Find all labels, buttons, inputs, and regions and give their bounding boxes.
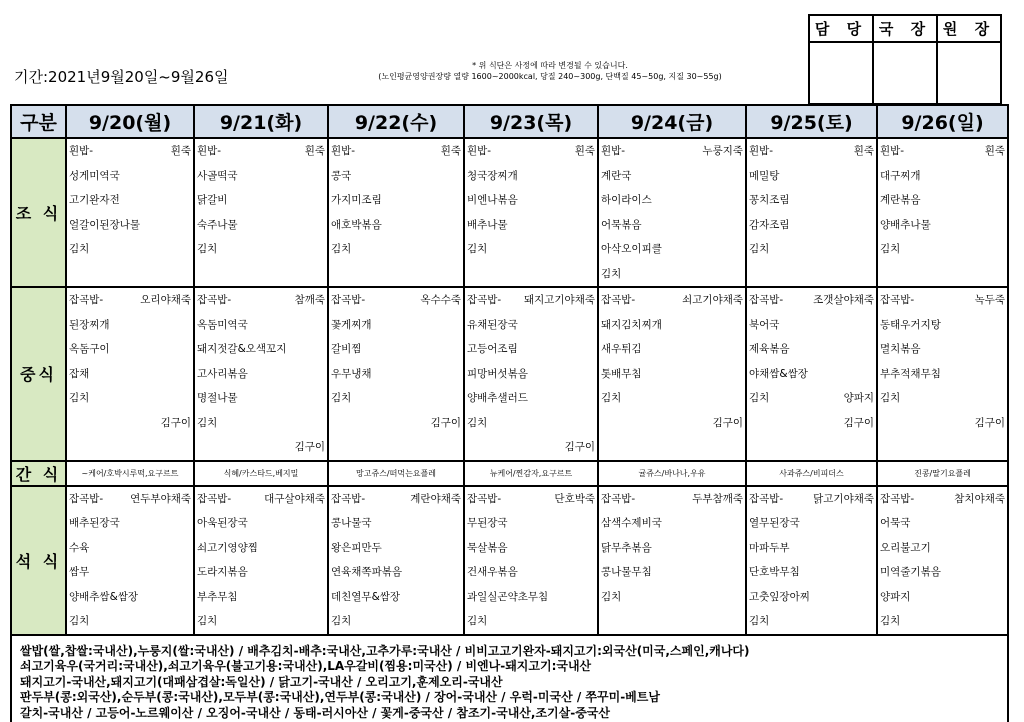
menu-item: 대구찌개: [880, 169, 921, 182]
snack-row: [11, 461, 1008, 486]
menu-item: 아욱된장국: [197, 517, 248, 529]
lunch-row: [11, 287, 1008, 461]
menu-cell: [598, 486, 746, 635]
menu-item: 새우튀김: [601, 343, 642, 355]
notice-line: * 위 식단은 사정에 따라 변경될 수 있습니다.: [472, 61, 628, 70]
rice-line: [749, 139, 874, 164]
menu-item: 양배추샐러드: [467, 392, 528, 404]
menu-cell: [877, 138, 1008, 287]
menu-cell: [598, 138, 746, 287]
rice-line: [467, 139, 595, 164]
menu-item: 김치: [69, 392, 90, 404]
menu-item: 김치: [880, 615, 901, 627]
menu-item: 명절나물: [197, 392, 238, 404]
menu-item: 피망버섯볶음: [467, 367, 528, 380]
porridge-text: 오리야채죽: [140, 294, 191, 306]
notice-line: (노인평균영양권장량 열량 1600~2000kcal, 당질 240~300g, 단백질 45~50g, 지질 30~55g): [378, 72, 722, 81]
menu-item: 아삭오이피클: [601, 243, 662, 255]
menu-item: 성게미역국: [69, 169, 120, 182]
snack-cell: ~케어/호박시루떡,요구르트: [66, 461, 194, 486]
rice-line: [69, 487, 191, 512]
menu-item: 김치: [880, 392, 901, 404]
menu-item: 김치: [749, 615, 770, 627]
porridge-text: 계란야채죽: [410, 492, 461, 505]
menu-cell: [328, 287, 464, 461]
porridge-text: 흰죽: [574, 145, 595, 157]
menu-cell: [328, 138, 464, 287]
signature-box: [937, 42, 1001, 104]
snack-cell: 뉴케어/찐감자,요구르트: [464, 461, 598, 486]
rice-line: [467, 487, 595, 512]
rice-text: 흰밥-: [197, 145, 222, 157]
extra-line: [331, 411, 461, 436]
porridge-text: 두부참깨죽: [692, 492, 743, 505]
menu-item: 닭무추볶음: [601, 541, 652, 554]
rice-line: [69, 139, 191, 164]
menu-cell: [66, 287, 194, 461]
rice-text: 잡곡밥-: [197, 294, 232, 306]
menu-item: 어묵국: [880, 517, 911, 529]
menu-item: 단호박무침: [749, 566, 800, 578]
origin-info: [11, 635, 1008, 722]
porridge-text: 닭고기야채죽: [813, 492, 874, 505]
menu-item: 고춧잎장아찌: [749, 590, 810, 603]
porridge-text: 흰죽: [304, 145, 325, 157]
menu-item: 쌈무: [69, 566, 90, 578]
snack-cell: 식혜/카스타드,베지밀: [194, 461, 328, 486]
menu-item: 김치: [69, 243, 90, 255]
menu-cell: [746, 486, 877, 635]
rice-text: 잡곡밥-: [749, 492, 784, 505]
menu-item: 김치: [880, 243, 901, 255]
menu-item: 콩나물무침: [601, 566, 652, 578]
menu-item: 김치: [749, 243, 770, 255]
day-header: 9/24(금): [598, 105, 746, 138]
menu-item: 김치: [467, 615, 488, 627]
corner-label: 구분: [11, 105, 66, 138]
extra-line: [601, 411, 743, 436]
menu-item: 멸치볶음: [880, 343, 921, 355]
rice-text: 흰밥-: [69, 145, 94, 157]
rice-text: 잡곡밥-: [69, 492, 104, 505]
rice-text: 잡곡밥-: [467, 294, 502, 306]
rice-text: 잡곡밥-: [601, 492, 636, 505]
porridge-text: 흰죽: [170, 145, 191, 157]
extra-line: [69, 411, 191, 436]
extra-item: 김구이: [430, 416, 461, 429]
menu-item: 마파두부: [749, 541, 790, 554]
menu-item: 숙주나물: [197, 218, 238, 231]
signature-box: [873, 42, 937, 104]
porridge-text: 흰죽: [440, 145, 461, 157]
day-header: 9/21(화): [194, 105, 328, 138]
snack-cell: 귤쥬스/바나나,우유: [598, 461, 746, 486]
rice-text: 흰밥-: [331, 145, 356, 157]
dinner-row: [11, 486, 1008, 635]
day-header: 9/25(토): [746, 105, 877, 138]
origin-line: 쌀밥(쌀,찹쌀:국내산),누룽지(쌀:국내산) / 배추김치-배추:국내산,고추가루:국내산 / 비비고고기완자-돼지고기:외국산(미국,스페인,캐나다): [20, 643, 750, 658]
menu-cell: [464, 138, 598, 287]
rice-line: [601, 139, 743, 164]
menu-item: 닭갈비: [197, 194, 228, 206]
porridge-text: 누룽지죽: [702, 145, 743, 157]
rice-line: [880, 487, 1005, 512]
rice-text: 잡곡밥-: [601, 294, 636, 306]
meal-label: 중식: [11, 287, 66, 461]
rice-line: [601, 288, 743, 313]
menu-item: 동태우거지탕: [880, 318, 941, 331]
menu-item: 건새우볶음: [467, 566, 518, 578]
menu-item: 김치: [331, 392, 352, 404]
menu-item: 하이라이스: [601, 194, 652, 206]
menu-item: 부추무침: [197, 590, 238, 603]
snack-cell: 진콩/딸기요플레: [877, 461, 1008, 486]
approval-header: 원 장: [937, 15, 1001, 42]
menu-cell: [328, 486, 464, 635]
menu-item: 갈비찜: [331, 343, 362, 355]
menu-item: 비엔나볶음: [467, 194, 518, 206]
menu-item: 제육볶음: [749, 343, 790, 355]
rice-line: [197, 487, 325, 512]
rice-text: 잡곡밥-: [331, 294, 366, 306]
menu-item: 돼지젓갈&오색꼬지: [197, 343, 287, 355]
menu-table: [10, 104, 1009, 722]
menu-cell: [464, 486, 598, 635]
breakfast-row: [11, 138, 1008, 287]
rice-line: [749, 487, 874, 512]
menu-item: 데친열무&쌈장: [331, 590, 401, 603]
rice-line: [467, 288, 595, 313]
menu-item: 애호박볶음: [331, 218, 382, 231]
approval-header: 국 장: [873, 15, 937, 42]
porridge-text: 대구살야채죽: [264, 492, 325, 505]
meal-label: 석 식: [11, 486, 66, 635]
extra-line: [197, 435, 325, 460]
menu-item: 무된장국: [467, 517, 508, 529]
porridge-text: 단호박죽: [554, 492, 595, 505]
menu-cell: [746, 287, 877, 461]
menu-item: 김치: [601, 590, 622, 603]
menu-item: 배추나물: [467, 218, 508, 231]
menu-item: 가지미조림: [331, 194, 382, 206]
extra-item: 김구이: [564, 441, 595, 453]
porridge-text: 참깨죽: [294, 294, 325, 306]
porridge-text: 연두부야채죽: [130, 492, 191, 505]
menu-item: 수육: [69, 541, 90, 554]
menu-item: 돼지김치찌개: [601, 318, 662, 331]
porridge-text: 쇠고기야채죽: [682, 294, 743, 306]
rice-text: 잡곡밥-: [467, 492, 502, 505]
meal-label: 간 식: [11, 461, 66, 486]
menu-item: 양배추나물: [880, 218, 931, 231]
rice-text: 흰밥-: [467, 145, 492, 157]
rice-text: 잡곡밥-: [880, 294, 915, 306]
menu-item: 김치: [601, 267, 622, 280]
menu-item: 도라지볶음: [197, 566, 248, 578]
menu-item: 부추적채무침: [880, 367, 941, 380]
extra-line: [880, 411, 1005, 436]
menu-item: 김치: [197, 243, 218, 255]
menu-item: 콩나물국: [331, 517, 372, 529]
menu-item: 김치: [467, 416, 488, 429]
menu-item: 김치: [331, 243, 352, 255]
menu-item: 왕은피만두: [331, 541, 382, 554]
origin-line: 갈치-국내산 / 고등어-노르웨이산 / 오징어-국내산 / 동태-러시아산 / 꽃게-중국산 / 참조기-국내산,조기살-중국산: [20, 705, 610, 720]
origin-line: 판두부(콩:외국산),순두부(콩:국내산),모두부(콩:국내산),연두부(콩:국내산) / 장어-국내산 / 우럭-미국산 / 쭈꾸미-베트남: [20, 690, 660, 704]
rice-line: [601, 487, 743, 512]
menu-item: 꽁치조림: [749, 194, 790, 206]
period-text: 기간:2021년9월20일~9월26일: [14, 68, 229, 86]
menu-item: 양파지: [880, 590, 911, 603]
menu-item: 북어국: [749, 318, 780, 331]
rice-text: 잡곡밥-: [331, 492, 366, 505]
day-header: 9/22(수): [328, 105, 464, 138]
menu-item: 미역줄기볶음: [880, 566, 941, 578]
extra-item: 김구이: [294, 441, 325, 453]
menu-item: 과일실곤약초무침: [467, 590, 549, 603]
menu-cell: [877, 486, 1008, 635]
menu-item: [749, 386, 874, 411]
header-row: [11, 105, 1008, 138]
menu-item: 김치: [601, 392, 622, 404]
approval-box: [808, 14, 1002, 105]
menu-item: 잡채: [69, 367, 90, 380]
meal-label: 조 식: [11, 138, 66, 287]
menu-item: 김치: [197, 416, 218, 429]
extra-item: 김구이: [843, 416, 874, 429]
porridge-text: 옥수수죽: [420, 294, 461, 306]
day-header: 9/23(목): [464, 105, 598, 138]
menu-item: 얼갈이된장나물: [69, 218, 141, 231]
menu-item: 된장찌개: [69, 318, 110, 331]
menu-item: 양배추쌈&쌈장: [69, 590, 139, 603]
day-header: 9/20(월): [66, 105, 194, 138]
porridge-text: 조갯살야채죽: [813, 294, 874, 306]
menu-item: 고사리볶음: [197, 367, 248, 380]
rice-line: [880, 139, 1005, 164]
snack-cell: 망고쥬스/떠먹는요플레: [328, 461, 464, 486]
menu-cell: [66, 138, 194, 287]
porridge-text: 돼지고기야채죽: [523, 294, 595, 306]
menu-item: 삼색수제비국: [601, 517, 662, 529]
menu-item: 꽃게찌개: [331, 318, 372, 331]
origin-row: [11, 635, 1008, 722]
menu-cell: [746, 138, 877, 287]
menu-item: 옥돔구이: [69, 343, 110, 355]
menu-cell: [464, 287, 598, 461]
menu-item: 감자조림: [749, 218, 790, 231]
menu-item: 쇠고기영양찜: [197, 541, 258, 554]
rice-line: [749, 288, 874, 313]
menu-item: 콩국: [331, 169, 352, 182]
extra-line: [749, 411, 874, 436]
porridge-text: 흰죽: [984, 145, 1005, 157]
menu-item: 배추된장국: [69, 517, 120, 529]
extra-line: [467, 435, 595, 460]
menu-item: 열무된장국: [749, 517, 800, 529]
extra-item: 김구이: [160, 416, 191, 429]
rice-line: [331, 288, 461, 313]
snack-cell: 사과쥬스/비피더스: [746, 461, 877, 486]
rice-text: 흰밥-: [880, 145, 905, 157]
menu-item: 어묵볶음: [601, 218, 642, 231]
porridge-text: 참치야채죽: [954, 492, 1005, 505]
rice-text: 잡곡밥-: [749, 294, 784, 306]
approval-header: 담 당: [809, 15, 873, 42]
menu-cell: [194, 486, 328, 635]
menu-item: 계란볶음: [880, 194, 921, 206]
rice-text: 잡곡밥-: [197, 492, 232, 505]
porridge-text: 흰죽: [853, 145, 874, 157]
origin-line: 쇠고기육우(국거리:국내산),쇠고기육우(불고기용:국내산),LA우갈비(찜용:미국산) / 비엔나-돼지고기:국내산: [20, 659, 592, 673]
menu-item: 오리불고기: [880, 541, 931, 554]
extra-item: 김구이: [712, 416, 743, 429]
rice-line: [331, 139, 461, 164]
menu-item: 고등어조림: [467, 343, 518, 355]
menu-item: 메밀탕: [749, 169, 780, 182]
menu-cell: [194, 287, 328, 461]
porridge-text: 녹두죽: [974, 294, 1005, 306]
rice-line: [69, 288, 191, 313]
menu-item: 사골떡국: [197, 169, 238, 182]
rice-text: 잡곡밥-: [69, 294, 104, 306]
menu-item: 묵살볶음: [467, 541, 508, 554]
menu-item: 김치: [467, 243, 488, 255]
rice-line: [331, 487, 461, 512]
menu-item: 김치: [197, 615, 218, 627]
menu-item: 김치: [331, 615, 352, 627]
menu-item: 김치: [749, 392, 770, 404]
extra-item: 김구이: [974, 416, 1005, 429]
menu-item: 유채된장국: [467, 318, 518, 331]
rice-line: [197, 139, 325, 164]
rice-text: 흰밥-: [749, 145, 774, 157]
menu-item: 연육채쪽파볶음: [331, 566, 403, 578]
rice-text: 흰밥-: [601, 145, 626, 157]
rice-line: [197, 288, 325, 313]
menu-item: 청국장찌개: [467, 169, 518, 182]
nutrition-notice: [300, 60, 800, 82]
menu-item: 옥돔미역국: [197, 318, 248, 331]
day-header: 9/26(일): [877, 105, 1008, 138]
rice-line: [880, 288, 1005, 313]
signature-box: [809, 42, 873, 104]
origin-line: 돼지고기-국내산,돼지고기(대패삼겹살:독일산) / 닭고기-국내산 / 오리고기,훈제오리-국내산: [20, 674, 503, 689]
menu-cell: [598, 287, 746, 461]
menu-item: 김치: [69, 615, 90, 627]
menu-item: 야채쌈&쌈장: [749, 367, 808, 380]
menu-item: 우무냉채: [331, 367, 372, 380]
menu-item: 톳배무침: [601, 367, 642, 380]
rice-text: 잡곡밥-: [880, 492, 915, 505]
menu-cell: [194, 138, 328, 287]
menu-item: 고기완자전: [69, 194, 120, 206]
menu-cell: [66, 486, 194, 635]
menu-cell: [877, 287, 1008, 461]
extra-item: 양파지: [843, 392, 874, 404]
menu-item: 계란국: [601, 169, 632, 182]
